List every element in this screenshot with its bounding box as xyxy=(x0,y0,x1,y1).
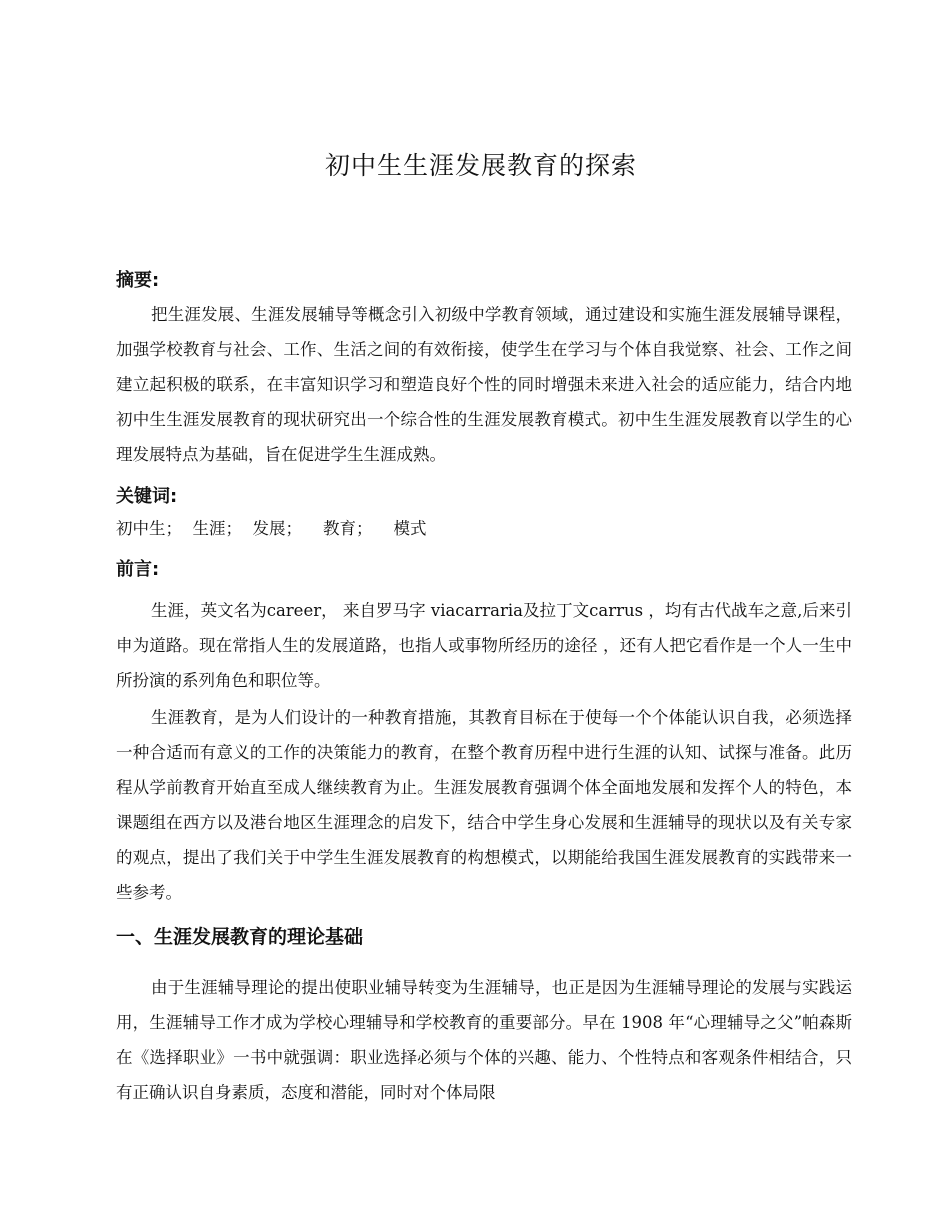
keyword-item: 模式 xyxy=(393,519,427,538)
keyword-item: 生涯； xyxy=(192,519,242,538)
section-1-heading: 一、生涯发展教育的理论基础 xyxy=(116,926,364,948)
keyword-item: 初中生； xyxy=(116,519,182,538)
keywords-heading: 关键词: xyxy=(116,486,178,507)
keyword-item: 发展； xyxy=(252,519,302,538)
abstract-heading: 摘要: xyxy=(116,270,160,291)
abstract-paragraph: 把生涯发展、生涯发展辅导等概念引入初级中学教育领域，通过建设和实施生涯发展辅导课程，加强学校教育与社会、工作、生活之间的有效衔接，使学生在学习与个体自我觉察、社会、工作之间建立起积极的联系，在丰富知识学习和塑造良好个性的同时增强未来进入社会的适应能力，结合内地初中生生涯发展教育的现状研究出一个综合性的生涯发展教育模式。初中生生涯发展教育以学生的心理发展特点为基础，旨在促进学生生涯成熟。 xyxy=(116,305,852,464)
document-title: 初中生生涯发展教育的探索 xyxy=(324,151,637,180)
preface-paragraph-1: 生涯，英文名为career， 来自罗马字 viacarraria及拉丁文carrus ，均有古代战车之意,后来引申为道路。现在常指人生的发展道路，也指人或事物所经历的途径 ，还有人把它看作是一个人一生中所扮演的系列角色和职位等。 xyxy=(116,601,852,690)
preface-heading: 前言: xyxy=(116,559,160,580)
section-1-paragraph-1: 由于生涯辅导理论的提出使职业辅导转变为生涯辅导，也正是因为生涯辅导理论的发展与实践运用，生涯辅导工作才成为学校心理辅导和学校教育的重要部分。早在 1908 年“心理辅导之父”帕森斯在《选择职业》一书中就强调：职业选择必须与个体的兴趣、能力、个性特点和客观条件相结合，只有正确认识自身素质，态度和潜能，同时对个体局限 xyxy=(116,978,852,1102)
keywords-list xyxy=(116,515,426,543)
preface-paragraph-2: 生涯教育，是为人们设计的一种教育措施，其教育目标在于使每一个个体能认识自我，必须选择一种合适而有意义的工作的决策能力的教育，在整个教育历程中进行生涯的认知、试探与准备。此历程从学前教育开始直至成人继续教育为止。生涯发展教育强调个体全面地发展和发挥个人的特色，本课题组在西方以及港台地区生涯理念的启发下，结合中学生身心发展和生涯辅导的现状以及有关专家的观点，提出了我们关于中学生生涯发展教育的构想模式，以期能给我国生涯发展教育的实践带来一些参考。 xyxy=(116,708,852,902)
keyword-item: 教育； xyxy=(322,519,373,538)
